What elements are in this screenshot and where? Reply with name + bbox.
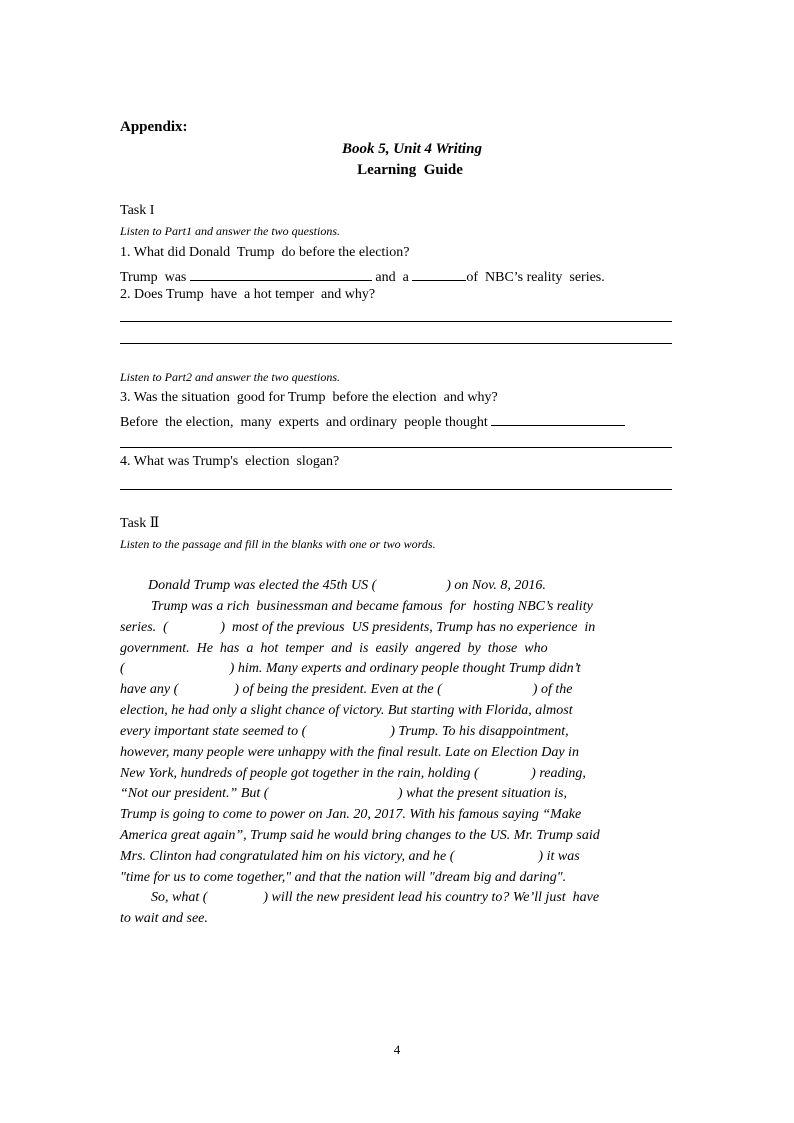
passage-line: So, what ( ) will the new president lead his country to? We’ll just have [151, 890, 600, 905]
task2-instruction: Listen to the passage and fill in the blanks with one or two words. [120, 537, 436, 551]
passage-line: Donald Trump was elected the 45th US ( ) on Nov. 8, 2016. [148, 578, 546, 593]
passage-line: ( ) him. Many experts and ordinary people thought Trump didn’t [120, 661, 581, 676]
answer-2-line-2[interactable] [120, 343, 672, 344]
passage-line: series. ( ) most of the previous US presidents, Trump has no experience in [120, 620, 596, 635]
answer-3-line-2[interactable] [120, 447, 672, 448]
task1-title: Task I [120, 203, 155, 218]
task2-title: Task Ⅱ [120, 516, 160, 531]
task1-instruction-part2: Listen to Part2 and answer the two questions. [120, 370, 341, 384]
passage-line: however, many people were unhappy with the final result. Late on Election Day in [120, 745, 579, 760]
passage-line: “Not our president.” But ( ) what the present situation is, [120, 786, 567, 801]
answer-3-blank[interactable] [491, 411, 625, 426]
passage-line: every important state seemed to ( ) Trump. To his disappointment, [120, 724, 569, 739]
answer-1-text-b: and a [375, 270, 409, 285]
question-3: 3. Was the situation good for Trump before the election and why? [120, 390, 498, 405]
passage-line: America great again”, Trump said he would bring changes to the US. Mr. Trump said [120, 828, 600, 843]
book-unit-title: Book 5, Unit 4 Writing [342, 141, 482, 157]
passage-line: have any ( ) of being the president. Even at the ( ) of the [120, 682, 573, 697]
answer-1-text-a: Trump was [120, 270, 187, 285]
passage-line: to wait and see. [120, 911, 208, 926]
answer-2-line-1[interactable] [120, 321, 672, 322]
answer-1-blank-2[interactable] [412, 266, 466, 281]
passage-line: election, he had only a slight chance of victory. But starting with Florida, almost [120, 703, 573, 718]
question-1: 1. What did Donald Trump do before the election? [120, 245, 410, 260]
answer-3-text: Before the election, many experts and ordinary people thought [120, 415, 488, 430]
answer-1-line [120, 266, 605, 286]
page-number: 4 [393, 1042, 401, 1057]
passage-line: "time for us to come together," and that the nation will "dream big and daring". [120, 870, 567, 885]
learning-guide-title: Learning Guide [357, 162, 463, 178]
answer-1-text-c: of NBC’s reality series. [466, 270, 605, 285]
task1-instruction-part1: Listen to Part1 and answer the two questions. [120, 224, 341, 238]
appendix-label: Appendix: [120, 119, 188, 135]
question-2: 2. Does Trump have a hot temper and why? [120, 287, 376, 302]
question-4: 4. What was Trump's election slogan? [120, 454, 340, 469]
passage-line: Mrs. Clinton had congratulated him on his victory, and he ( ) it was [120, 849, 580, 864]
passage-line: Trump was a rich businessman and became famous for hosting NBC’s reality [151, 599, 593, 614]
answer-4-line[interactable] [120, 489, 672, 490]
answer-3-line [120, 411, 625, 431]
passage-line: government. He has a hot temper and is easily angered by those who [120, 641, 548, 656]
passage-line: Trump is going to come to power on Jan. 20, 2017. With his famous saying “Make [120, 807, 582, 822]
passage-line: New York, hundreds of people got together in the rain, holding ( ) reading, [120, 766, 586, 781]
answer-1-blank-1[interactable] [190, 266, 372, 281]
